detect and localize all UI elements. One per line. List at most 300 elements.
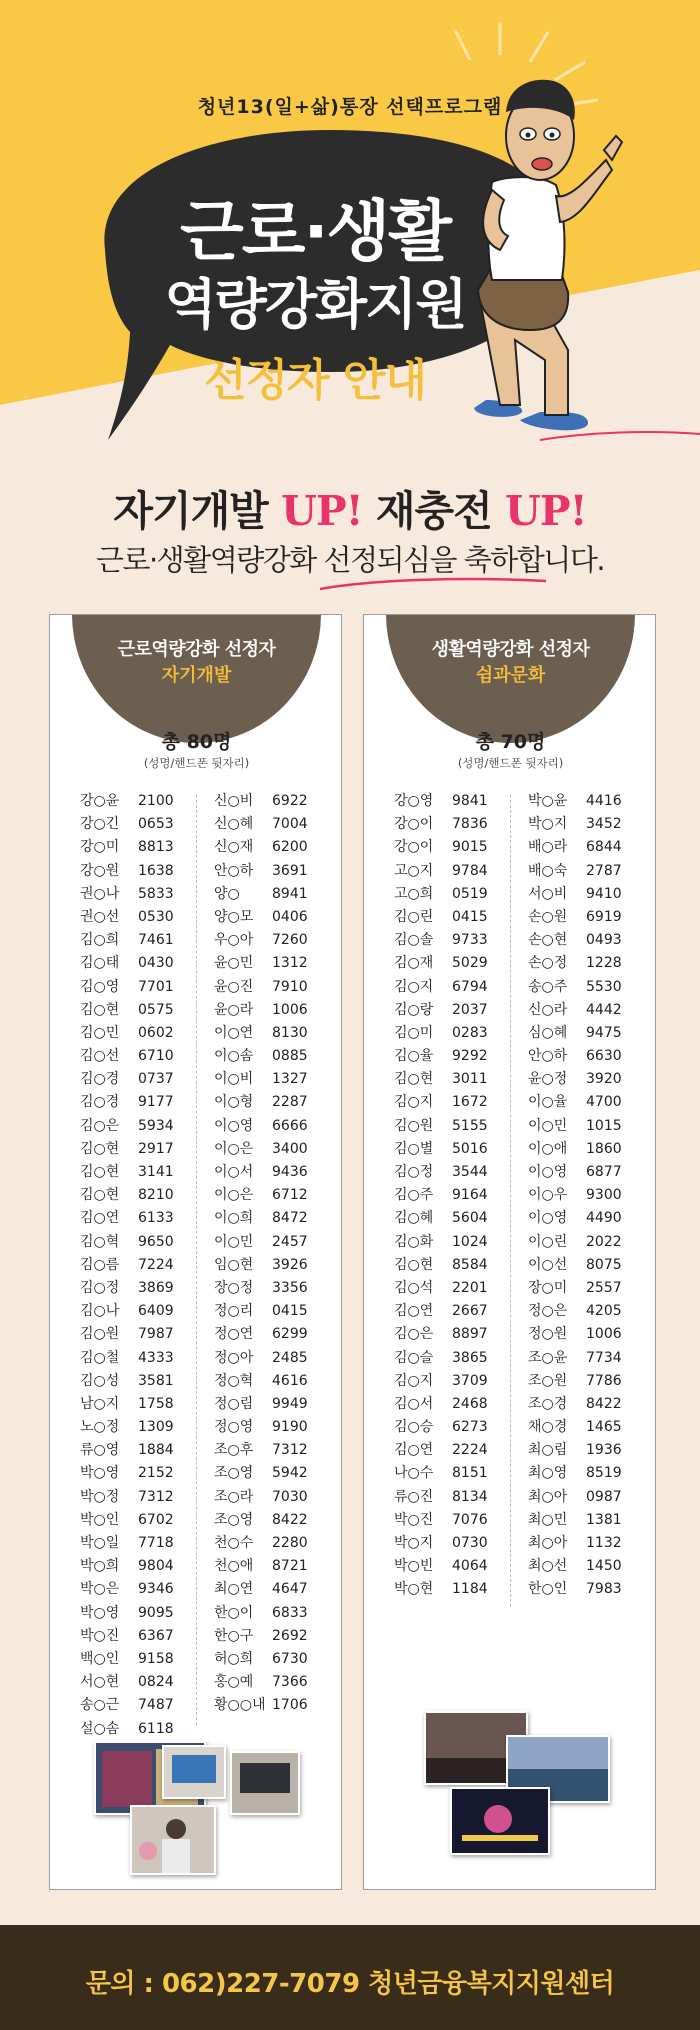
list-item bbox=[80, 1370, 174, 1393]
recipient-name: 정○원 bbox=[528, 1326, 568, 1343]
phone-last-digits: 2787 bbox=[586, 862, 622, 879]
recipient-name: 이○희 bbox=[214, 1210, 254, 1227]
phone-last-digits: 9164 bbox=[452, 1187, 488, 1204]
list-item bbox=[394, 1555, 488, 1578]
phone-last-digits: 0824 bbox=[138, 1674, 174, 1691]
list-item bbox=[80, 1671, 174, 1694]
recipient-name: 김○원 bbox=[80, 1326, 120, 1343]
recipient-name: 윤○진 bbox=[214, 978, 254, 995]
recipient-name: 강○긴 bbox=[80, 816, 120, 833]
phone-last-digits: 6712 bbox=[272, 1187, 308, 1204]
phone-last-digits: 1758 bbox=[138, 1395, 174, 1412]
list-item bbox=[80, 1277, 174, 1300]
slogan-part1: 자기개발 bbox=[113, 487, 282, 535]
recipient-name: 손○원 bbox=[528, 908, 568, 925]
recipient-name: 심○혜 bbox=[528, 1024, 568, 1041]
list-item bbox=[394, 1300, 488, 1323]
list-item bbox=[214, 1161, 308, 1184]
recipient-name: 박○진 bbox=[394, 1511, 434, 1528]
phone-last-digits: 9300 bbox=[586, 1187, 622, 1204]
left-panel-category: 자기개발 bbox=[161, 665, 232, 686]
list-item bbox=[528, 790, 622, 813]
list-item bbox=[80, 929, 174, 952]
list-item bbox=[80, 1231, 174, 1254]
phone-last-digits: 2667 bbox=[452, 1303, 488, 1320]
list-item bbox=[394, 1578, 488, 1601]
recipient-name: 조○원 bbox=[528, 1372, 568, 1389]
list-item bbox=[394, 1138, 488, 1161]
recipient-name: 정○은 bbox=[528, 1303, 568, 1320]
list-item bbox=[80, 1532, 174, 1555]
list-item bbox=[80, 1486, 174, 1509]
phone-last-digits: 9410 bbox=[586, 885, 622, 902]
recipient-name: 박○영 bbox=[80, 1604, 120, 1621]
phone-last-digits: 7366 bbox=[272, 1674, 308, 1691]
recipient-name: 박○희 bbox=[80, 1558, 120, 1575]
right-panel-col2 bbox=[528, 790, 622, 1602]
phone-last-digits: 6833 bbox=[272, 1604, 308, 1621]
list-item bbox=[528, 1254, 622, 1277]
list-item bbox=[394, 952, 488, 975]
list-item bbox=[80, 1138, 174, 1161]
recipient-name: 김○은 bbox=[80, 1117, 120, 1134]
list-item bbox=[80, 1718, 174, 1741]
list-item bbox=[80, 1115, 174, 1138]
phone-last-digits: 4205 bbox=[586, 1303, 622, 1320]
phone-last-digits: 1381 bbox=[586, 1511, 622, 1528]
phone-last-digits: 2917 bbox=[138, 1140, 174, 1157]
right-panel-divider bbox=[510, 795, 511, 1607]
list-item bbox=[528, 813, 622, 836]
phone-last-digits: 6877 bbox=[586, 1164, 622, 1180]
recipient-name: 안○하 bbox=[528, 1048, 568, 1065]
phone-last-digits: 8721 bbox=[272, 1558, 308, 1575]
recipient-name: 김○지 bbox=[394, 1372, 434, 1389]
list-item bbox=[394, 813, 488, 836]
list-item bbox=[394, 836, 488, 859]
recipient-name: 강○이 bbox=[394, 839, 434, 856]
recipient-name: 양○ bbox=[214, 885, 240, 902]
list-item bbox=[528, 1138, 622, 1161]
left-panel-divider bbox=[196, 795, 197, 1725]
phone-last-digits: 6273 bbox=[452, 1419, 488, 1436]
recipient-name: 권○선 bbox=[80, 908, 120, 925]
phone-last-digits: 1228 bbox=[586, 955, 622, 972]
phone-last-digits: 2457 bbox=[272, 1233, 308, 1250]
phone-last-digits: 1706 bbox=[272, 1697, 308, 1714]
recipient-name: 박○인 bbox=[80, 1511, 120, 1528]
recipient-name: 최○영 bbox=[528, 1465, 568, 1482]
phone-last-digits: 3356 bbox=[272, 1279, 308, 1296]
recipient-name: 조○경 bbox=[528, 1395, 568, 1412]
recipient-name: 박○은 bbox=[80, 1581, 120, 1598]
phone-last-digits: 2280 bbox=[272, 1535, 308, 1551]
phone-last-digits: 7718 bbox=[138, 1535, 174, 1551]
recipient-name: 조○윤 bbox=[528, 1349, 568, 1366]
phone-last-digits: 8813 bbox=[138, 839, 174, 856]
right-panel-note: (성명/핸드폰 뒷자리) bbox=[457, 756, 564, 770]
recipient-name: 이○린 bbox=[528, 1233, 568, 1250]
list-item bbox=[528, 1022, 622, 1045]
list-item bbox=[394, 1347, 488, 1370]
list-item bbox=[214, 1694, 308, 1717]
phone-last-digits: 1450 bbox=[586, 1558, 622, 1575]
phone-last-digits: 9650 bbox=[138, 1233, 174, 1250]
recipient-name: 김○연 bbox=[80, 1210, 120, 1227]
list-item bbox=[214, 1277, 308, 1300]
list-item bbox=[80, 1045, 174, 1068]
recipient-name: 신○비 bbox=[214, 793, 254, 809]
list-item bbox=[394, 1532, 488, 1555]
phone-last-digits: 3452 bbox=[586, 816, 622, 833]
list-item bbox=[528, 1370, 622, 1393]
phone-last-digits: 1015 bbox=[586, 1117, 622, 1134]
phone-last-digits: 1312 bbox=[272, 955, 308, 972]
list-item bbox=[528, 883, 622, 906]
phone-last-digits: 8941 bbox=[272, 885, 308, 902]
list-item bbox=[214, 1671, 308, 1694]
phone-last-digits: 2022 bbox=[586, 1233, 622, 1250]
recipient-name: 김○서 bbox=[394, 1395, 434, 1412]
list-item bbox=[80, 999, 174, 1022]
recipient-name: 이○영 bbox=[528, 1210, 568, 1227]
recipient-name: 임○현 bbox=[214, 1256, 254, 1273]
recipient-name: 김○율 bbox=[394, 1048, 434, 1065]
recipient-name: 박○지 bbox=[394, 1535, 434, 1551]
list-item bbox=[80, 860, 174, 883]
list-item bbox=[214, 836, 308, 859]
list-item bbox=[214, 1254, 308, 1277]
contact-info: 문의 : 062)227-7079 청년금융복지지원센터 bbox=[85, 1969, 615, 1999]
recipient-name: 박○현 bbox=[394, 1581, 434, 1598]
phone-last-digits: 9475 bbox=[586, 1024, 622, 1041]
phone-last-digits: 0493 bbox=[586, 932, 622, 949]
left-panel bbox=[49, 614, 342, 1890]
recipient-name: 노○정 bbox=[80, 1419, 120, 1436]
list-item bbox=[80, 813, 174, 836]
phone-last-digits: 1024 bbox=[452, 1233, 488, 1250]
recipient-name: 김○랑 bbox=[394, 1001, 434, 1018]
list-item bbox=[528, 860, 622, 883]
list-item bbox=[394, 1207, 488, 1230]
recipient-name: 김○지 bbox=[394, 1094, 434, 1111]
recipient-name: 송○주 bbox=[528, 978, 568, 995]
phone-last-digits: 0415 bbox=[272, 1303, 308, 1320]
phone-last-digits: 7030 bbox=[272, 1488, 308, 1505]
phone-last-digits: 2100 bbox=[138, 793, 174, 809]
recipient-name: 최○림 bbox=[528, 1442, 568, 1459]
list-item bbox=[214, 860, 308, 883]
list-item bbox=[394, 1161, 488, 1184]
list-item bbox=[528, 1578, 622, 1601]
list-item bbox=[80, 1300, 174, 1323]
list-item bbox=[214, 1648, 308, 1671]
phone-last-digits: 0987 bbox=[586, 1488, 622, 1505]
list-item bbox=[394, 860, 488, 883]
list-item bbox=[80, 1207, 174, 1230]
recipient-name: 정○영 bbox=[214, 1419, 254, 1436]
list-item bbox=[394, 1045, 488, 1068]
phone-last-digits: 7983 bbox=[586, 1581, 622, 1598]
list-item bbox=[394, 790, 488, 813]
recipient-name: 이○애 bbox=[528, 1140, 568, 1157]
recipient-name: 서○비 bbox=[528, 885, 568, 902]
recipient-name: 김○선 bbox=[80, 1048, 120, 1065]
phone-last-digits: 0415 bbox=[452, 908, 488, 925]
recipient-name: 김○린 bbox=[394, 908, 434, 925]
phone-last-digits: 9804 bbox=[138, 1558, 174, 1575]
phone-last-digits: 5934 bbox=[138, 1117, 174, 1134]
phone-last-digits: 4647 bbox=[272, 1581, 308, 1598]
recipient-name: 황○○내 bbox=[214, 1697, 266, 1714]
list-item bbox=[214, 1393, 308, 1416]
list-item bbox=[214, 1091, 308, 1114]
recipient-name: 김○성 bbox=[80, 1372, 120, 1389]
phone-last-digits: 1860 bbox=[586, 1140, 622, 1157]
recipient-name: 이○비 bbox=[214, 1071, 254, 1088]
phone-last-digits: 4333 bbox=[138, 1349, 174, 1366]
phone-last-digits: 6666 bbox=[272, 1117, 308, 1134]
list-item bbox=[528, 1300, 622, 1323]
recipient-name: 김○연 bbox=[394, 1303, 434, 1320]
list-item bbox=[528, 1184, 622, 1207]
phone-last-digits: 5833 bbox=[138, 885, 174, 902]
list-item bbox=[528, 1091, 622, 1114]
phone-last-digits: 0602 bbox=[138, 1024, 174, 1041]
recipient-name: 천○수 bbox=[214, 1535, 254, 1551]
recipient-name: 정○연 bbox=[214, 1326, 254, 1343]
phone-last-digits: 1936 bbox=[586, 1442, 622, 1459]
list-item bbox=[80, 976, 174, 999]
footer-bar bbox=[0, 1925, 700, 2030]
right-panel-category: 쉼과문화 bbox=[475, 665, 546, 686]
list-item bbox=[80, 1022, 174, 1045]
recipient-name: 채○경 bbox=[528, 1419, 568, 1436]
list-item bbox=[80, 1091, 174, 1114]
recipient-name: 권○나 bbox=[80, 885, 120, 902]
recipient-name: 류○영 bbox=[80, 1442, 120, 1459]
right-panel-total: 총 70명 bbox=[475, 731, 546, 753]
recipient-name: 남○지 bbox=[80, 1395, 120, 1412]
list-item bbox=[528, 1161, 622, 1184]
recipient-name: 강○이 bbox=[394, 816, 434, 833]
recipient-name: 신○재 bbox=[214, 839, 254, 856]
phone-last-digits: 6710 bbox=[138, 1048, 174, 1065]
list-item bbox=[528, 1347, 622, 1370]
recipient-name: 김○현 bbox=[80, 1164, 120, 1180]
phone-last-digits: 8519 bbox=[586, 1465, 622, 1482]
right-panel-heading: 생활역량강화 선정자 bbox=[431, 639, 590, 660]
list-item bbox=[214, 999, 308, 1022]
list-item bbox=[394, 1091, 488, 1114]
left-panel-col2 bbox=[214, 790, 308, 1718]
list-item bbox=[528, 1555, 622, 1578]
recipient-name: 김○혜 bbox=[394, 1210, 434, 1227]
list-item bbox=[214, 1532, 308, 1555]
phone-last-digits: 0283 bbox=[452, 1024, 488, 1041]
recipient-name: 김○철 bbox=[80, 1349, 120, 1366]
recipient-name: 설○솜 bbox=[80, 1720, 120, 1737]
phone-last-digits: 3544 bbox=[452, 1164, 488, 1180]
recipient-name: 고○지 bbox=[394, 862, 434, 879]
phone-last-digits: 7076 bbox=[452, 1511, 488, 1528]
recipient-name: 김○현 bbox=[80, 1140, 120, 1157]
list-item bbox=[394, 929, 488, 952]
list-item bbox=[394, 1022, 488, 1045]
recipient-name: 장○미 bbox=[528, 1279, 568, 1296]
phone-last-digits: 9949 bbox=[272, 1395, 308, 1412]
recipient-name: 한○이 bbox=[214, 1604, 254, 1621]
phone-last-digits: 6844 bbox=[586, 839, 622, 856]
left-panel-total: 총 80명 bbox=[161, 731, 232, 753]
recipient-name: 김○지 bbox=[394, 978, 434, 995]
list-item bbox=[80, 1648, 174, 1671]
list-item bbox=[214, 952, 308, 975]
phone-last-digits: 6730 bbox=[272, 1650, 308, 1667]
phone-last-digits: 2287 bbox=[272, 1094, 308, 1111]
list-item bbox=[80, 1602, 174, 1625]
phone-last-digits: 7734 bbox=[586, 1349, 622, 1366]
list-item bbox=[80, 952, 174, 975]
recipient-name: 장○정 bbox=[214, 1279, 254, 1296]
list-item bbox=[214, 1184, 308, 1207]
list-item bbox=[214, 1300, 308, 1323]
recipient-name: 배○숙 bbox=[528, 862, 568, 879]
list-item bbox=[528, 1231, 622, 1254]
list-item bbox=[214, 1370, 308, 1393]
phone-last-digits: 2037 bbox=[452, 1001, 488, 1018]
list-item bbox=[394, 1115, 488, 1138]
list-item bbox=[80, 906, 174, 929]
recipient-name: 김○름 bbox=[80, 1256, 120, 1273]
list-item bbox=[214, 1045, 308, 1068]
recipient-name: 송○근 bbox=[80, 1697, 120, 1714]
recipient-name: 김○화 bbox=[394, 1233, 434, 1250]
phone-last-digits: 8422 bbox=[272, 1511, 308, 1528]
main-title-line1: 근로·생활 bbox=[179, 193, 451, 270]
list-item bbox=[80, 1068, 174, 1091]
phone-last-digits: 9436 bbox=[272, 1164, 308, 1180]
recipient-name: 강○미 bbox=[80, 839, 120, 856]
phone-last-digits: 1465 bbox=[586, 1419, 622, 1436]
phone-last-digits: 7487 bbox=[138, 1697, 174, 1714]
recipient-name: 김○정 bbox=[394, 1164, 434, 1180]
phone-last-digits: 2224 bbox=[452, 1442, 488, 1459]
recipient-name: 천○애 bbox=[214, 1558, 254, 1575]
recipient-name: 박○진 bbox=[80, 1627, 120, 1644]
list-item bbox=[528, 1532, 622, 1555]
phone-last-digits: 9346 bbox=[138, 1581, 174, 1598]
list-item bbox=[214, 813, 308, 836]
right-panel-col1 bbox=[394, 790, 488, 1602]
recipient-name: 김○별 bbox=[394, 1140, 434, 1157]
phone-last-digits: 8472 bbox=[272, 1210, 308, 1227]
phone-last-digits: 7224 bbox=[138, 1256, 174, 1273]
phone-last-digits: 1006 bbox=[272, 1001, 308, 1018]
phone-last-digits: 9733 bbox=[452, 932, 488, 949]
phone-last-digits: 9095 bbox=[138, 1604, 174, 1621]
phone-last-digits: 7461 bbox=[138, 932, 174, 949]
list-item bbox=[528, 1439, 622, 1462]
phone-last-digits: 2485 bbox=[272, 1349, 308, 1366]
left-panel-col1 bbox=[80, 790, 174, 1741]
recipient-name: 백○인 bbox=[80, 1650, 120, 1667]
phone-last-digits: 8134 bbox=[452, 1488, 488, 1505]
slogan-part2: 재충전 bbox=[362, 487, 506, 535]
recipient-name: 박○일 bbox=[80, 1535, 120, 1551]
recipient-name: 류○진 bbox=[394, 1488, 434, 1505]
recipient-name: 윤○민 bbox=[214, 955, 254, 972]
right-panel bbox=[363, 614, 656, 1890]
list-item bbox=[214, 1022, 308, 1045]
list-item bbox=[394, 1254, 488, 1277]
list-item bbox=[214, 1068, 308, 1091]
phone-last-digits: 4490 bbox=[586, 1210, 622, 1227]
list-item bbox=[394, 1462, 488, 1485]
phone-last-digits: 9784 bbox=[452, 862, 488, 879]
phone-last-digits: 6919 bbox=[586, 908, 622, 925]
phone-last-digits: 0530 bbox=[138, 908, 174, 925]
phone-last-digits: 1132 bbox=[586, 1535, 622, 1551]
recipient-name: 정○리 bbox=[214, 1303, 254, 1320]
recipient-name: 신○혜 bbox=[214, 816, 254, 833]
phone-last-digits: 7701 bbox=[138, 978, 174, 995]
recipient-name: 김○태 bbox=[80, 955, 120, 972]
list-item bbox=[80, 1578, 174, 1601]
left-panel-note: (성명/핸드폰 뒷자리) bbox=[143, 756, 250, 770]
phone-last-digits: 1309 bbox=[138, 1419, 174, 1436]
list-item bbox=[214, 1462, 308, 1485]
recipient-name: 손○정 bbox=[528, 955, 568, 972]
recipient-name: 서○현 bbox=[80, 1674, 120, 1691]
recipient-name: 최○아 bbox=[528, 1488, 568, 1505]
list-item bbox=[528, 1277, 622, 1300]
phone-last-digits: 9158 bbox=[138, 1650, 174, 1667]
phone-last-digits: 8422 bbox=[586, 1395, 622, 1412]
list-item bbox=[214, 929, 308, 952]
phone-last-digits: 3920 bbox=[586, 1071, 622, 1088]
night-view-photo bbox=[450, 1787, 550, 1855]
phone-last-digits: 6118 bbox=[138, 1720, 174, 1737]
recipient-name: 박○윤 bbox=[528, 793, 568, 809]
phone-last-digits: 7786 bbox=[586, 1372, 622, 1389]
recipient-name: 박○영 bbox=[80, 1465, 120, 1482]
list-item bbox=[80, 836, 174, 859]
list-item bbox=[528, 999, 622, 1022]
list-item bbox=[80, 1694, 174, 1717]
recipient-name: 정○림 bbox=[214, 1395, 254, 1412]
phone-last-digits: 8897 bbox=[452, 1326, 488, 1343]
recipient-name: 김○정 bbox=[80, 1279, 120, 1296]
recipient-name: 조○영 bbox=[214, 1511, 254, 1528]
pink-underline-swoosh bbox=[318, 575, 548, 593]
list-item bbox=[80, 1254, 174, 1277]
phone-last-digits: 2201 bbox=[452, 1279, 488, 1296]
recipient-name: 강○윤 bbox=[80, 793, 120, 809]
phone-last-digits: 8584 bbox=[452, 1256, 488, 1273]
phone-last-digits: 3581 bbox=[138, 1372, 174, 1389]
recipient-name: 김○은 bbox=[394, 1326, 434, 1343]
list-item bbox=[528, 1115, 622, 1138]
recipient-name: 김○경 bbox=[80, 1071, 120, 1088]
list-item bbox=[80, 790, 174, 813]
recipient-name: 김○영 bbox=[80, 978, 120, 995]
list-item bbox=[214, 1416, 308, 1439]
recipient-name: 김○경 bbox=[80, 1094, 120, 1111]
recipient-name: 이○연 bbox=[214, 1024, 254, 1041]
recipient-name: 김○석 bbox=[394, 1279, 434, 1296]
list-item bbox=[394, 1323, 488, 1346]
